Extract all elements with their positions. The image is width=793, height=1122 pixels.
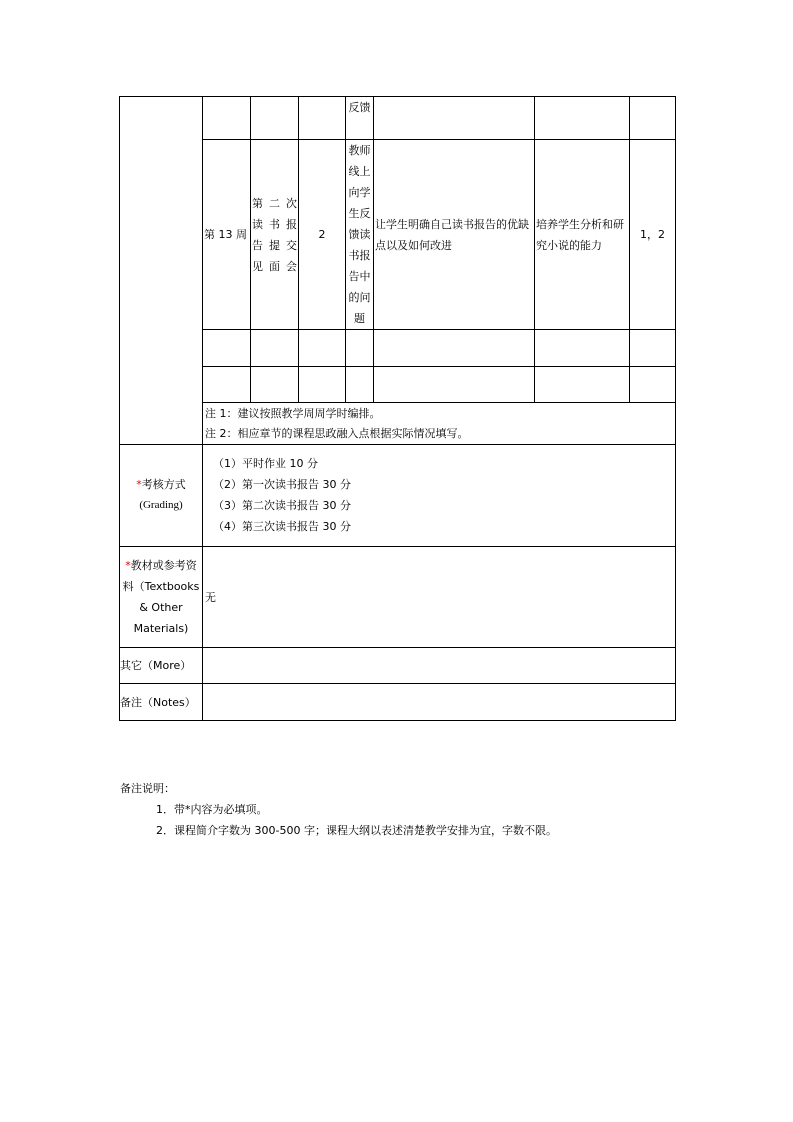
grading-item: （1）平时作业 10 分 bbox=[213, 457, 318, 471]
table-row bbox=[120, 445, 676, 546]
teaching-method-cell: 教师线上向学生反馈读书报告中的问题 bbox=[346, 140, 374, 330]
grading-item: （3）第二次读书报告 30 分 bbox=[213, 499, 351, 513]
schedule-notes-cell bbox=[203, 403, 676, 445]
required-star: * bbox=[136, 478, 142, 492]
teaching-goal-cell: 让学生明确自己读书报告的优缺点以及如何改进 bbox=[374, 140, 535, 330]
table-row bbox=[120, 367, 676, 403]
materials-value-cell: 无 bbox=[203, 546, 676, 647]
ability-cell: 培养学生分析和研究小说的能力 bbox=[535, 140, 630, 330]
table-row bbox=[120, 140, 676, 330]
topic-text: 第 二 次 读 书 报 告 提 交 见面会 bbox=[252, 196, 297, 273]
footer-notes bbox=[120, 778, 557, 841]
more-value-cell bbox=[203, 647, 676, 683]
grading-label: 考核方式 bbox=[141, 478, 186, 492]
remarks-value-cell bbox=[203, 683, 676, 720]
week-cell: 第 13 周 bbox=[203, 140, 251, 330]
topic-cell bbox=[251, 140, 299, 330]
hours-cell: 2 bbox=[299, 140, 346, 330]
more-label-cell: 其它（More） bbox=[120, 647, 203, 683]
grading-label-en: (Grading) bbox=[139, 499, 183, 512]
table-row bbox=[120, 546, 676, 647]
table-row bbox=[120, 647, 676, 683]
table-row bbox=[120, 683, 676, 720]
grading-label-cell bbox=[120, 445, 203, 546]
materials-label-cell bbox=[120, 546, 203, 647]
table-row bbox=[120, 330, 676, 367]
objective-cell: 1，2 bbox=[630, 140, 676, 330]
grading-list-cell bbox=[203, 445, 676, 546]
teaching-method-cell: 反馈 bbox=[346, 97, 374, 140]
syllabus-table bbox=[119, 96, 676, 445]
table-row bbox=[120, 97, 676, 140]
schedule-note: 注 2：相应章节的课程思政融入点根据实际情况填写。 bbox=[205, 426, 469, 440]
materials-label: 教材或参考资料（Textbooks & Other Materials) bbox=[122, 558, 200, 635]
table-row bbox=[120, 403, 676, 445]
syllabus-lower-table bbox=[119, 445, 676, 721]
required-star: * bbox=[125, 558, 131, 572]
grading-item: （4）第三次读书报告 30 分 bbox=[213, 520, 351, 534]
remarks-label-cell: 备注（Notes） bbox=[120, 683, 203, 720]
grading-item: （2）第一次读书报告 30 分 bbox=[213, 478, 351, 492]
footer-item: 2．课程简介字数为 300-500 字；课程大纲以表述清楚教学安排为宜，字数不限。 bbox=[156, 824, 557, 837]
footer-title: 备注说明： bbox=[120, 782, 175, 795]
footer-item: 1．带*内容为必填项。 bbox=[156, 803, 268, 816]
schedule-note: 注 1：建议按照教学周周学时编排。 bbox=[205, 406, 381, 420]
schedule-label-cell bbox=[120, 97, 203, 445]
